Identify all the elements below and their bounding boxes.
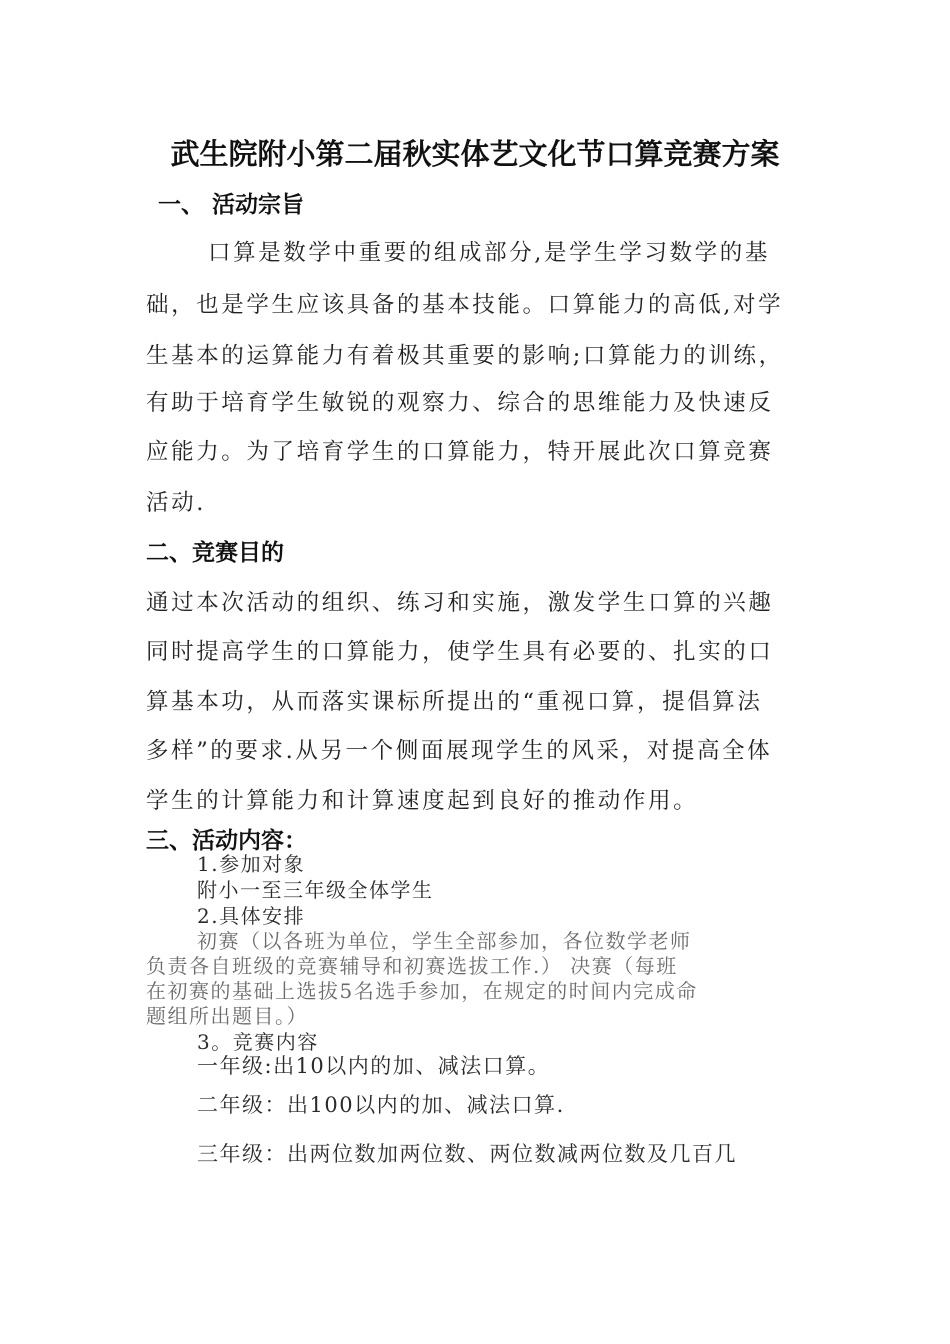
grade2-content: 二年级：出100以内的加、减法口算.	[197, 1093, 565, 1117]
grade3-content: 三年级：出两位数加两位数、两位数减两位数及几百几	[197, 1142, 737, 1166]
section-heading-goal: 二、竞赛目的	[146, 540, 284, 566]
item-title-arrangement: 2.具体安排	[197, 904, 306, 928]
paragraph-line: 应能力。为了培育学生的口算能力，特开展此次口算竞赛	[146, 439, 774, 465]
paragraph-line: 学生的计算能力和计算速度起到良好的推动作用。	[146, 788, 699, 814]
paragraph-line: 通过本次活动的组织、练习和实施，激发学生口算的兴趣	[146, 590, 774, 616]
paragraph-line: 多样”的要求.从另一个侧面展现学生的风采，对提高全体	[146, 738, 773, 764]
section-heading-content: 三、活动内容：	[146, 828, 307, 854]
item-title-participants: 1.参加对象	[197, 852, 306, 876]
arrangement-line: 负责各自班级的竞赛辅导和初赛选拔工作.） 决赛（每班	[146, 954, 678, 978]
arrangement-line: 初赛（以各班为单位，学生全部参加，各位数学老师	[197, 929, 692, 953]
grade1-content: 一年级:出10以内的加、减法口算。	[197, 1054, 551, 1078]
paragraph-line: 算基本功，从而落实课标所提出的“重视口算，提倡算法	[146, 689, 763, 715]
paragraph-line: 活动.	[146, 490, 206, 516]
paragraph-line: 口算是数学中重要的组成部分,是学生学习数学的基	[208, 240, 770, 266]
item-text-participants: 附小一至三年级全体学生	[197, 878, 434, 902]
document-title: 武生院附小第二届秋实体艺文化节口算竞赛方案	[170, 137, 780, 171]
arrangement-line: 题组所出题目。）	[146, 1004, 308, 1028]
section-heading-purpose: 一、 活动宗旨	[158, 192, 305, 218]
paragraph-line: 础，也是学生应该具备的基本技能。口算能力的高低,对学	[146, 292, 784, 318]
paragraph-line: 同时提高学生的口算能力，使学生具有必要的、扎实的口	[146, 639, 774, 665]
arrangement-line: 在初赛的基础上选拔5名选手参加，在规定的时间内完成命	[146, 979, 698, 1003]
paragraph-line: 有助于培育学生敏锐的观察力、综合的思维能力及快速反	[146, 390, 774, 416]
item-title-content: 3。竞赛内容	[197, 1030, 319, 1054]
paragraph-line: 生基本的运算能力有着极其重要的影响;口算能力的训练，	[146, 343, 784, 369]
